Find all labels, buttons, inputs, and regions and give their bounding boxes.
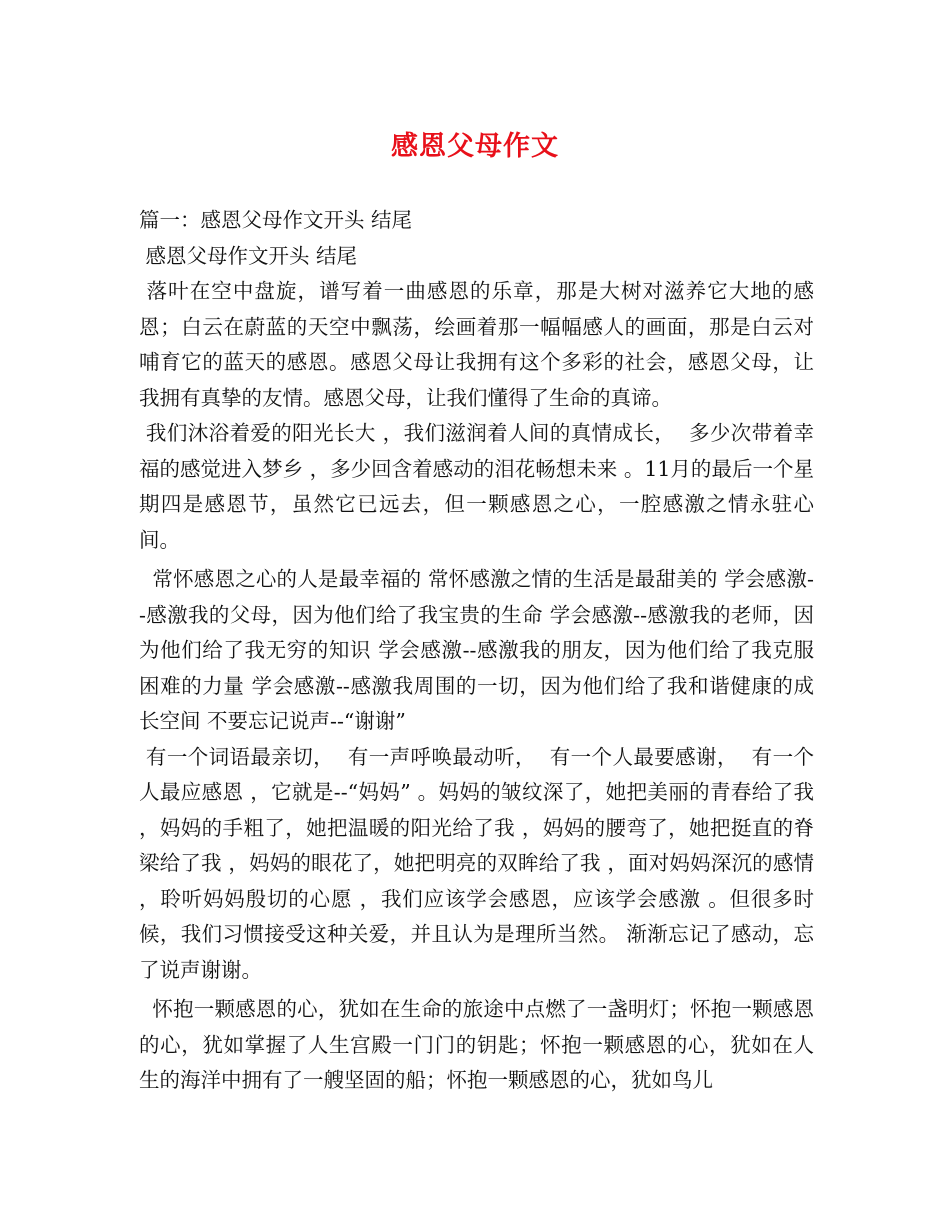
paragraph: 有一个词语最亲切， 有一声呼唤最动听， 有一个人最要感谢， 有一个人最应感恩 ，它就是--“妈妈” 。妈妈的皱纹深了，她把美丽的青春给了我 ，妈妈的手粗了，她把温暖的阳光给了我 ，妈妈的腰弯了，她把挺直的脊梁给了我 ，妈妈的眼花了，她把明亮的双眸给了我 ，面对妈妈深沉的感情 ，聆听妈妈殷切的心愿 ，我们应该学会感恩，应该学会感激 。但很多时候，我们习惯接受这种关爱，并且认为是理所当然。 渐渐忘记了感动，忘了说声谢谢。 (139, 744, 821, 982)
subheading: 感恩父母作文开头 结尾 (139, 243, 358, 268)
document-title: 感恩父母作文 (391, 131, 559, 162)
paragraph: 常怀感恩之心的人是最幸福的 常怀感激之情的生活是最甜美的 学会感激--感激我的父母，因为他们给了我宝贵的生命 学会感激--感激我的老师，因为他们给了我无穷的知识 学会感激--感激我的朋友，因为他们给了我克服困难的力量 学会感激--感激我周围的一切，因为他们给了我和谐健康的成长空间 不要忘记说声--“谢谢” (139, 567, 814, 733)
section-heading: 篇一：感恩父母作文开头 结尾 (139, 208, 413, 232)
paragraph: 落叶在空中盘旋，谱写着一曲感恩的乐章，那是大树对滋养它大地的感恩；白云在蔚蓝的天空中飘荡，绘画着那一幅幅感人的画面，那是白云对哺育它的蓝天的感恩。感恩父母让我拥有这个多彩的社会，感恩父母，让我拥有真挚的友情。感恩父母，让我们懂得了生命的真谛。 (139, 279, 814, 410)
paragraph: 怀抱一颗感恩的心，犹如在生命的旅途中点燃了一盏明灯；怀抱一颗感恩的心，犹如掌握了人生宫殿一门门的钥匙；怀抱一颗感恩的心，犹如在人生的海洋中拥有了一艘坚固的船；怀抱一颗感恩的心，犹如鸟儿 (139, 997, 814, 1092)
paragraph: 我们沐浴着爱的阳光长大 ，我们滋润着人间的真情成长， 多少次带着幸福的感觉进入梦乡 ，多少回含着感动的泪花畅想未来 。11月的最后一个星期四是感恩节，虽然它已远去，但一颗感恩之心，一腔感激之情永驻心间。 (139, 421, 814, 552)
document-body (139, 203, 821, 1099)
